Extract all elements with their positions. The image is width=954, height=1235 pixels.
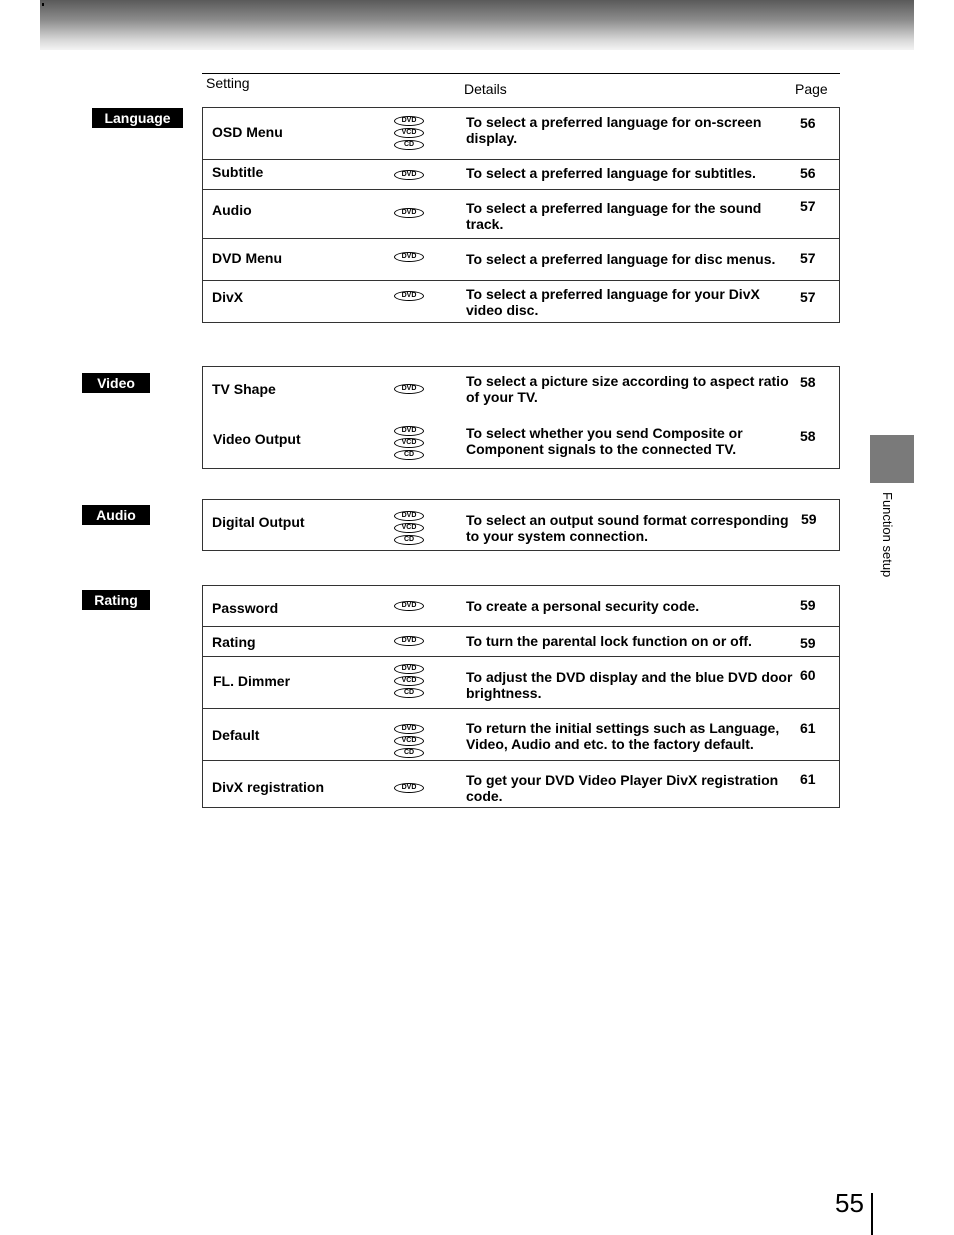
table-row: [203, 586, 839, 626]
setting-name: Subtitle: [212, 164, 264, 180]
setting-detail: To select whether you send Composite or Component signals to the connected TV.: [466, 425, 743, 457]
page-ref: 59: [800, 597, 816, 613]
disc-icons: [394, 291, 424, 303]
section-audio: [202, 499, 840, 551]
dvd-disc-icon: DVD: [394, 252, 424, 262]
section-video: [202, 366, 840, 469]
disc-icons: [394, 252, 424, 264]
page-ref: 61: [800, 720, 816, 736]
page-ref: 56: [800, 115, 816, 131]
disc-icons: [394, 601, 424, 613]
header-rule: [202, 73, 840, 74]
setting-detail: To select a preferred language for your DivX video disc.: [466, 286, 760, 318]
disc-icons: [394, 384, 424, 396]
setting-detail: To select a preferred language for subtitles.: [466, 165, 756, 181]
table-row: [203, 500, 839, 550]
disc-icons: [394, 783, 424, 795]
setting-detail: To select a preferred language for disc menus.: [466, 251, 776, 267]
setting-detail: To select a preferred language for on-screen display.: [466, 114, 762, 146]
section-label-video: Video: [82, 373, 150, 393]
setting-name: FL. Dimmer: [213, 673, 291, 689]
dvd-disc-icon: DVD: [394, 291, 424, 301]
dvd-disc-icon: DVD: [394, 426, 424, 436]
vcd-disc-icon: VCD: [394, 128, 424, 138]
dvd-disc-icon: DVD: [394, 170, 424, 180]
corner-mark: [42, 3, 44, 6]
page-number-rule: [871, 1193, 873, 1235]
disc-icons: [394, 116, 424, 152]
dvd-disc-icon: DVD: [394, 783, 424, 793]
setting-detail: To select a picture size according to aspect ratio of your TV.: [466, 373, 789, 405]
page-ref: 57: [800, 198, 816, 214]
page-ref: 56: [800, 165, 816, 181]
page-ref: 61: [800, 771, 816, 787]
section-label-rating: Rating: [82, 590, 150, 610]
setting-name: Digital Output: [212, 514, 305, 530]
page-ref: 58: [800, 374, 816, 390]
vcd-disc-icon: VCD: [394, 523, 424, 533]
cd-disc-icon: CD: [394, 450, 424, 460]
section-rating: [202, 585, 840, 808]
setting-name: Video Output: [213, 431, 301, 447]
dvd-disc-icon: DVD: [394, 116, 424, 126]
table-row: [203, 626, 839, 657]
table-row: [203, 280, 839, 323]
column-header-setting: Setting: [206, 75, 250, 91]
disc-icons: [394, 170, 424, 182]
chapter-tab-label: Function setup: [880, 492, 895, 578]
table-row: [203, 238, 839, 281]
setting-detail: To turn the parental lock function on or off.: [466, 633, 752, 649]
setting-name: Password: [212, 600, 279, 616]
section-label-audio: Audio: [82, 505, 150, 525]
disc-icons: [394, 724, 424, 760]
setting-detail: To select an output sound format corresponding to your system connection.: [466, 512, 789, 544]
setting-detail: To create a personal security code.: [466, 598, 700, 614]
page-number: 55: [835, 1188, 864, 1218]
cd-disc-icon: CD: [394, 535, 424, 545]
table-row: [203, 760, 839, 808]
vcd-disc-icon: VCD: [394, 438, 424, 448]
page-ref: 59: [800, 635, 816, 651]
page-ref: 57: [800, 289, 816, 305]
setting-detail: To return the initial settings such as Language, Video, Audio and etc. to the factory default.: [466, 720, 780, 752]
dvd-disc-icon: DVD: [394, 601, 424, 611]
setting-name: Default: [212, 727, 260, 743]
cd-disc-icon: CD: [394, 140, 424, 150]
disc-icons: [394, 636, 424, 648]
setting-detail: To select a preferred language for the sound track.: [466, 200, 762, 232]
setting-name: Audio: [212, 202, 252, 218]
column-header-page: Page: [795, 81, 828, 97]
table-row: [203, 656, 839, 709]
disc-icons: [394, 511, 424, 547]
setting-name: TV Shape: [212, 381, 276, 397]
table-row: [203, 367, 839, 416]
setting-name: Rating: [212, 634, 256, 650]
setting-name: DivX: [212, 289, 244, 305]
section-language: [202, 107, 840, 323]
dvd-disc-icon: DVD: [394, 636, 424, 646]
dvd-disc-icon: DVD: [394, 724, 424, 734]
table-row: [203, 159, 839, 190]
vcd-disc-icon: VCD: [394, 676, 424, 686]
table-row: [203, 189, 839, 239]
column-header-details: Details: [464, 81, 507, 97]
page-ref: 57: [800, 250, 816, 266]
setting-name: DVD Menu: [212, 250, 282, 266]
table-row: [203, 108, 839, 159]
table-row: [203, 416, 839, 468]
section-label-language: Language: [92, 108, 183, 128]
page-ref: 59: [801, 511, 817, 527]
dvd-disc-icon: DVD: [394, 511, 424, 521]
top-header-bar: [40, 0, 914, 50]
dvd-disc-icon: DVD: [394, 384, 424, 394]
page-ref: 60: [800, 667, 816, 683]
dvd-disc-icon: DVD: [394, 664, 424, 674]
setting-detail: To get your DVD Video Player DivX registration code.: [466, 772, 779, 804]
disc-icons: [394, 208, 424, 220]
dvd-disc-icon: DVD: [394, 208, 424, 218]
page-ref: 58: [800, 428, 816, 444]
cd-disc-icon: CD: [394, 688, 424, 698]
setting-name: OSD Menu: [212, 124, 283, 140]
disc-icons: [394, 426, 424, 462]
chapter-tab: [870, 435, 914, 483]
setting-detail: To adjust the DVD display and the blue DVD door brightness.: [466, 669, 793, 701]
table-row: [203, 708, 839, 761]
setting-name: DivX registration: [212, 779, 325, 795]
cd-disc-icon: CD: [394, 748, 424, 758]
disc-icons: [394, 664, 424, 700]
vcd-disc-icon: VCD: [394, 736, 424, 746]
